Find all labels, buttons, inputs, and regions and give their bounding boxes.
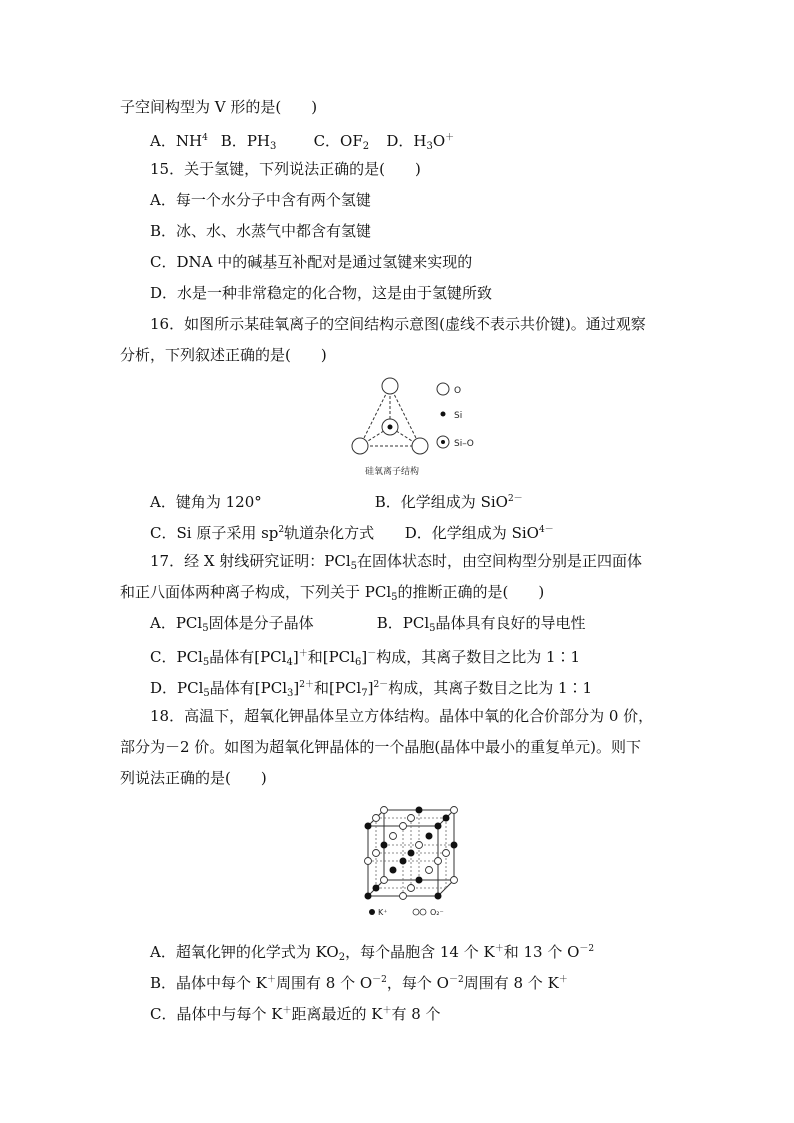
legend-sio-dot [441, 440, 445, 444]
ko2-unit-cell-figure [358, 800, 468, 922]
q17-option-b: B．PCl$_5$晶体具有良好的导电性 [376, 614, 586, 634]
legend-o2-icon [420, 909, 426, 915]
oxygen-atom [412, 438, 428, 454]
q14-option-d: D．$H_3O^+$ [386, 132, 455, 152]
figure-caption: 硅氧离子结构 [365, 467, 420, 477]
q18-stem-line2: 部分为－2 价。如图为超氧化钾晶体的一个晶胞(晶体中最小的重复单元)。则下 [120, 738, 642, 756]
q18-stem-line1: 18．高温下，超氧化钾晶体呈立方体结构。晶体中氧的化合价部分为 0 价， [150, 707, 654, 725]
q18-stem-line3: 列说法正确的是( ) [120, 769, 267, 787]
silicate-ion-figure [340, 372, 500, 480]
q16-options-row1 [150, 489, 523, 512]
q18-option-c: C．晶体中与每个 K＋距离最近的 K＋有 8 个 [150, 1005, 441, 1023]
q16-stem-line1: 16．如图所示某硅氧离子的空间结构示意图(虚线不表示共价键)。通过观察 [150, 315, 646, 333]
legend-oxygen-label: O [454, 386, 462, 396]
q17-options-row1 [150, 613, 586, 639]
q15-option-b: B．冰、水、水蒸气中都含有氢键 [150, 222, 372, 240]
silicon-atom [388, 425, 393, 430]
q17-option-a: A．PCl$_5$固体是分子晶体 [150, 614, 314, 634]
q16-option-d: D．化学组成为 SiO$^{4-}$ [404, 524, 554, 542]
q17-stem-line2: 和正八面体两种离子构成，下列关于 PCl$_5$的推断正确的是( ) [120, 583, 545, 603]
legend-o2-label: O₂⁻ [430, 908, 444, 917]
q16-option-c: C．Si 原子采用 $sp^2$轨道杂化方式 [150, 524, 375, 542]
q18-option-a: A．超氧化钾的化学式为 $KO_2$，每个晶胞含 14 个 K＋和 13 个 $O^{-2}$ [150, 943, 595, 963]
q14-option-a: A．$NH^4$ [150, 132, 208, 150]
q17-option-c: C．PCl$_5$晶体有[PCl$_4$]＋和[PCl$_6$]－构成，其离子数目之比为 1∶1 [150, 648, 581, 668]
q17-stem-line1: 17．经 X 射线研究证明：PCl$_5$在固体状态时，由空间构型分别是正四面体 [150, 552, 643, 572]
q15-option-a: A．每一个水分子中含有两个氢键 [150, 191, 371, 209]
oxygen-atom [382, 378, 398, 394]
q14-option-c: C．$OF_2$ [313, 132, 370, 152]
q14-option-b: B．$PH_3$ [220, 132, 277, 152]
q16-options-row2 [150, 520, 554, 543]
q15-stem: 15．关于氢键，下列说法正确的是( ) [150, 160, 421, 178]
q16-option-b: B．化学组成为 SiO$^{2-}$ [374, 493, 523, 511]
q14-options [150, 128, 454, 157]
legend-k-label: K⁺ [378, 908, 388, 917]
legend-sio-label: Si–O [454, 439, 474, 449]
legend-silicon-label: Si [454, 411, 463, 421]
legend-k-icon [369, 909, 375, 915]
legend-o2-icon [413, 909, 419, 915]
q18-option-b: B．晶体中每个 K＋周围有 8 个 $O^{-2}$，每个 $O^{-2}$周围有 8 个 K＋ [150, 974, 568, 992]
q15-option-d: D．水是一种非常稳定的化合物，这是由于氢键所致 [150, 284, 493, 302]
legend-oxygen-icon [437, 383, 449, 395]
legend-silicon-icon [441, 412, 446, 417]
q16-option-a: A．键角为 120° [150, 493, 262, 511]
q16-stem-line2: 分析，下列叙述正确的是( ) [120, 346, 327, 364]
q15-option-c: C．DNA 中的碱基互补配对是通过氢键来实现的 [150, 253, 473, 271]
q17-option-d: D．PCl$_5$晶体有$[PCl_3]^{2+}$和$[PCl_7]^{2-}$构成，其离子数目之比为 1∶1 [150, 679, 593, 699]
q14-stem-tail: 子空间构型为 V 形的是( ) [120, 98, 318, 116]
oxygen-atom [352, 438, 368, 454]
